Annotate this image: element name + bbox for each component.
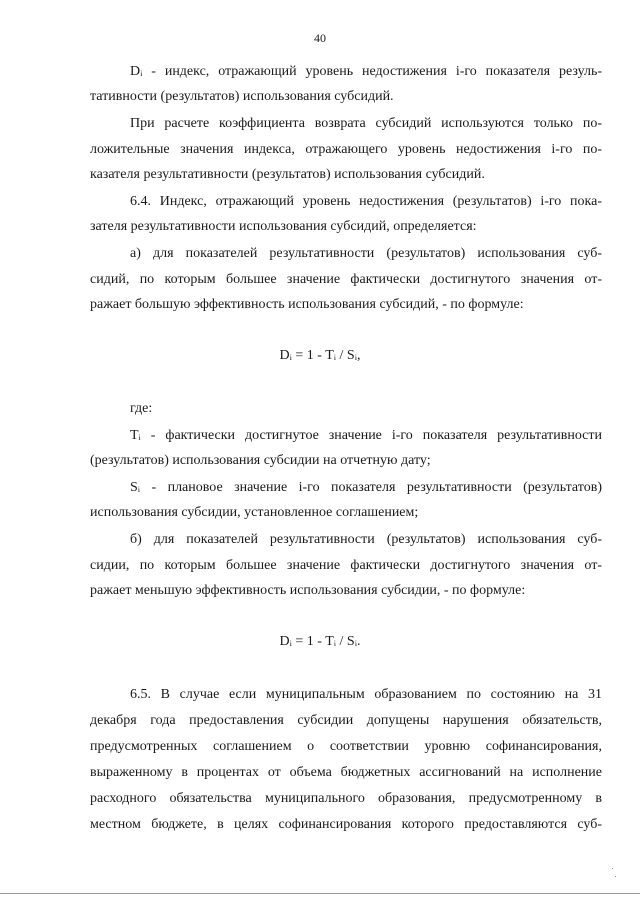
text-line: зателя результативности использования субсидий, определяется: <box>90 219 477 234</box>
text-line: ложительные значения индекса, отражающего уровень недостижения i-го по- <box>90 142 602 157</box>
text-line: а) для показателей результативности (результатов) использования суб- <box>130 246 602 261</box>
text-line: местном бюджете, в целях софинансирования которого предоставляются суб- <box>90 817 602 832</box>
formula-2: Dᵢ = 1 - Tᵢ / Sᵢ. <box>279 634 361 649</box>
text-line: 6.4. Индекс, отражающий уровень недостижения (результатов) i-го пока- <box>130 194 602 209</box>
text-line: тативности (результатов) использования субсидий. <box>90 89 394 104</box>
page-number: 40 <box>314 31 326 45</box>
text-line: сидий, по которым большее значение фактически достигнутого значения от- <box>90 272 602 287</box>
text-line: казателя результативности (результатов) использования субсидий. <box>90 167 485 182</box>
text-line: сидии, по которым большее значение фактически достигнутого значения от- <box>90 558 602 573</box>
text-line: б) для показателей результативности (результатов) использования суб- <box>130 532 602 547</box>
text-line: Sᵢ - плановое значение i-го показателя результативности (результатов) <box>130 480 602 495</box>
where-label: где: <box>130 401 153 416</box>
text-line: ражает меньшую эффективность использования субсидии, - по формуле: <box>90 583 526 598</box>
scan-edge-line <box>0 893 640 894</box>
text-line: выраженному в процентах от объема бюджетных ассигнований на исполнение <box>90 765 602 780</box>
text-line: ражает большую эффективность использования субсидий, - по формуле: <box>90 297 524 312</box>
text-line: использования субсидии, установленное соглашением; <box>90 505 419 520</box>
text-line: 6.5. В случае если муниципальным образованием по состоянию на 31 <box>130 687 602 702</box>
text-line: расходного обязательства муниципального образования, предусмотренному в <box>90 791 602 806</box>
text-line: Dᵢ - индекс, отражающий уровень недостижения i-го показателя резуль- <box>130 64 602 79</box>
scan-speck <box>612 868 613 869</box>
scan-speck <box>615 876 616 877</box>
text-line: (результатов) использования субсидии на отчетную дату; <box>90 453 431 468</box>
text-line: При расчете коэффициента возврата субсидий используются только по- <box>130 116 602 131</box>
text-line: предусмотренных соглашением о соответствии уровню софинансирования, <box>90 739 602 754</box>
text-line: декабря года предоставления субсидии допущены нарушения обязательств, <box>90 713 602 728</box>
text-line: Tᵢ - фактически достигнутое значение i-го показателя результативности <box>130 428 602 443</box>
formula-1: Dᵢ = 1 - Tᵢ / Sᵢ, <box>279 348 361 363</box>
